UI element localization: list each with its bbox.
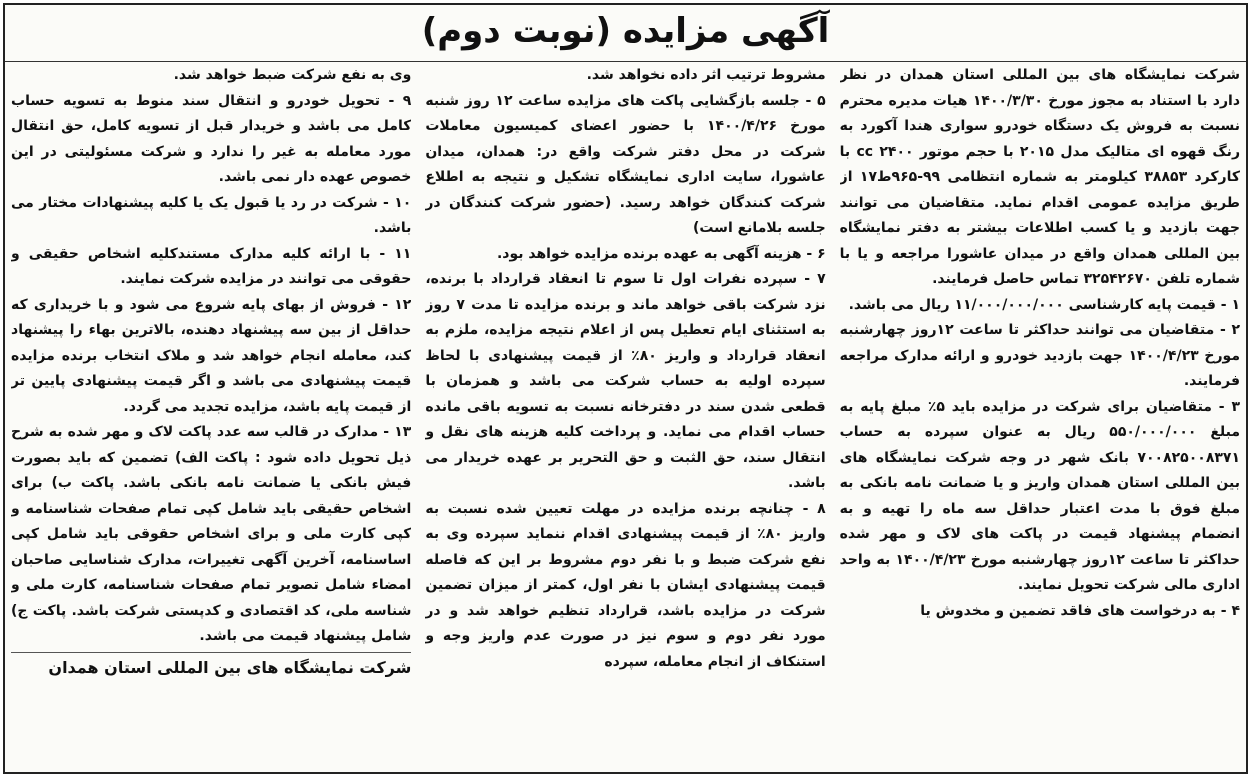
clause-8-continued: وی به نفع شرکت ضبط خواهد شد. [173,67,412,83]
notice-header [5,9,1246,57]
clause-4-continued: مشروط ترتیب اثر داده نخواهد شد. [586,67,826,83]
clause-3: ۳ - متقاضیان برای شرکت در مزایده باید ۵٪ مبلغ پایه به مبلغ ۵۵۰/۰۰۰/۰۰۰ ریال به عنوان سپرده به حساب ۷۰۰۸۲۵۰۰۸۳۷۱ بانک شهر در وجه شرکت نمایشگاه های بین المللی استان همدان واریز و یا ضمانت نامه بانکی به مبلغ فوق با مدت اعتبار حداقل سه ماه را تهیه و به انضمام پیشنهاد قیمت در پاکت های لاک و مهر شده حداکثر تا ساعت ۱۲روز چهارشنبه مورخ ۱۴۰۰/۴/۲۳ به واحد اداری مالی شرکت تحویل نمایند. [839,398,1240,593]
clause-7: ۷ - سپرده نفرات اول تا سوم تا انعقاد قرارداد با برنده، نزد شرکت باقی خواهد ماند و برنده مزایده تا مدت ۷ روز به استثنای ایام تعطیل پس از اعلام نتیجه مزایده، ملزم به انعقاد قرارداد و واریز ۸۰٪ از قیمت پیشنهادی با لحاظ سپرده اولیه به حساب شرکت می باشد و همزمان با قطعی شدن سند در دفترخانه نسبت به تسویه باقی مانده حساب اقدام می نماید. و پرداخت کلیه هزینه های نقل و انتقال سند، حق الثبت و حق التحریر بر عهده خریدار می باشد. [425,271,826,491]
clause-2: ۲ - متقاضیان می توانند حداکثر تا ساعت ۱۲روز چهارشنبه مورخ ۱۴۰۰/۴/۲۳ جهت بازدید خودرو و ارائه مدارک مراجعه فرمایند. [839,322,1240,389]
auction-notice [3,3,1248,774]
clause-9: ۹ - تحویل خودرو و انتقال سند منوط به تسویه حساب کامل می باشد و خریدار قبل از تسویه کامل، حق انتقال مورد معامله به غیر را ندارد و شرکت مسئولیتی در این خصوص عهده دار نمی باشد. [11,92,412,185]
clause-10: ۱۰ - شرکت در رد یا قبول یک یا کلیه پیشنهادات مختار می باشد. [11,194,412,236]
clause-13: ۱۳ - مدارک در قالب سه عدد پاکت لاک و مهر شده به شرح ذیل تحویل داده شود : پاکت الف) تضمین که باید بصورت فیش بانکی یا ضمانت نامه بانکی باشد. پاکت ب) برای اشخاص حقیقی باید شامل کپی تمام صفحات شناسنامه و کپی کارت ملی و برای اشخاص حقوقی باید شامل کپی اساسنامه، آخرین آگهی تغییرات، مدارک شناسایی صاحبان امضاء شامل تصویر تمام صفحات شناسنامه، کارت ملی و شناسه ملی، کد اقتصادی و کدپستی شرکت باشد. پاکت ج) شامل پیشنهاد قیمت می باشد. [11,424,412,644]
intro-paragraph: شرکت نمایشگاه های بین المللی استان همدان در نظر دارد با استناد به مجوز مورخ ۱۴۰۰/۳/۳۰ هیات مدیره محترم نسبت به فروش یک دستگاه خودرو سواری هندا آکورد به رنگ قهوه ای متالیک مدل ۲۰۱۵ با حجم موتور ۲۴۰۰ cc با کارکرد ۳۸۸۵۳ کیلومتر به شماره انتظامی ۹۹-۹۶۵ط۱۷ از طریق مزایده عمومی اقدام نماید. متقاضیان می توانند جهت بازدید و یا کسب اطلاعات بیشتر به دفتر نمایشگاه بین المللی همدان واقع در میدان عاشورا مراجعه و یا با شماره تلفن ۳۲۵۴۲۶۷۰ تماس حاصل فرمایند. [839,67,1240,287]
clause-6: ۶ - هزینه آگهی به عهده برنده مزایده خواهد بود. [496,245,826,262]
clause-12: ۱۲ - فروش از بهای پایه شروع می شود و با خریداری که حداقل از بین سه پیشنهاد دهنده، بالاترین بهاء را پیشنهاد کند، معامله انجام خواهد شد و ملاک انتخاب برنده مزایده قیمت پیشنهادی می باشد و اگر قیمت پیشنهادی پایین تر از قیمت پایه باشد، مزایده تجدید می گردد. [11,296,412,415]
column-right [840,63,1240,768]
notice-columns [11,63,1240,768]
clause-11: ۱۱ - با ارائه کلیه مدارک مستندکلیه اشخاص حقیقی و حقوقی می توانند در مزایده شرکت نمایند. [11,245,412,287]
clause-8: ۸ - چنانچه برنده مزایده در مهلت تعیین شده نسبت به واریز ۸۰٪ از قیمت پیشنهادی اقدام ننماید سپرده وی به نفع شرکت ضبط و با نفر دوم مشروط بر این که فاصله قیمت پیشنهادی ایشان با نفر اول، کمتر از میزان تضمین شرکت در مزایده باشد، قرارداد تنظیم خواهد شد و در مورد نفر دوم و سوم نیز در صورت عدم واریز وجه و استنکاف از انجام معامله، سپرده [425,500,826,670]
clause-1: ۱ - قیمت پایه کارشناسی ۱۱/۰۰۰/۰۰۰/۰۰۰ ریال می باشد. [848,296,1240,313]
column-left [11,63,411,768]
issuer-signature: شرکت نمایشگاه های بین المللی استان همدان [11,652,411,681]
clause-4: ۴ - به درخواست های فاقد تضمین و مخدوش یا [920,602,1240,619]
notice-title: آگهی مزایده (نوبت دوم) [421,11,830,51]
clause-5: ۵ - جلسه بازگشایی پاکت های مزایده ساعت ۱۲ روز شنبه مورخ ۱۴۰۰/۴/۲۶ با حضور اعضای کمیسیون معاملات شرکت در محل دفتر شرکت واقع در: همدان، میدان عاشورا، سایت اداری نمایشگاه تشکیل و نتیجه به اطلاع شرکت کنندگان خواهد رسید. (حضور شرکت کنندگان در جلسه بلامانع است) [425,92,826,236]
header-divider [5,61,1246,62]
column-middle [425,63,825,768]
